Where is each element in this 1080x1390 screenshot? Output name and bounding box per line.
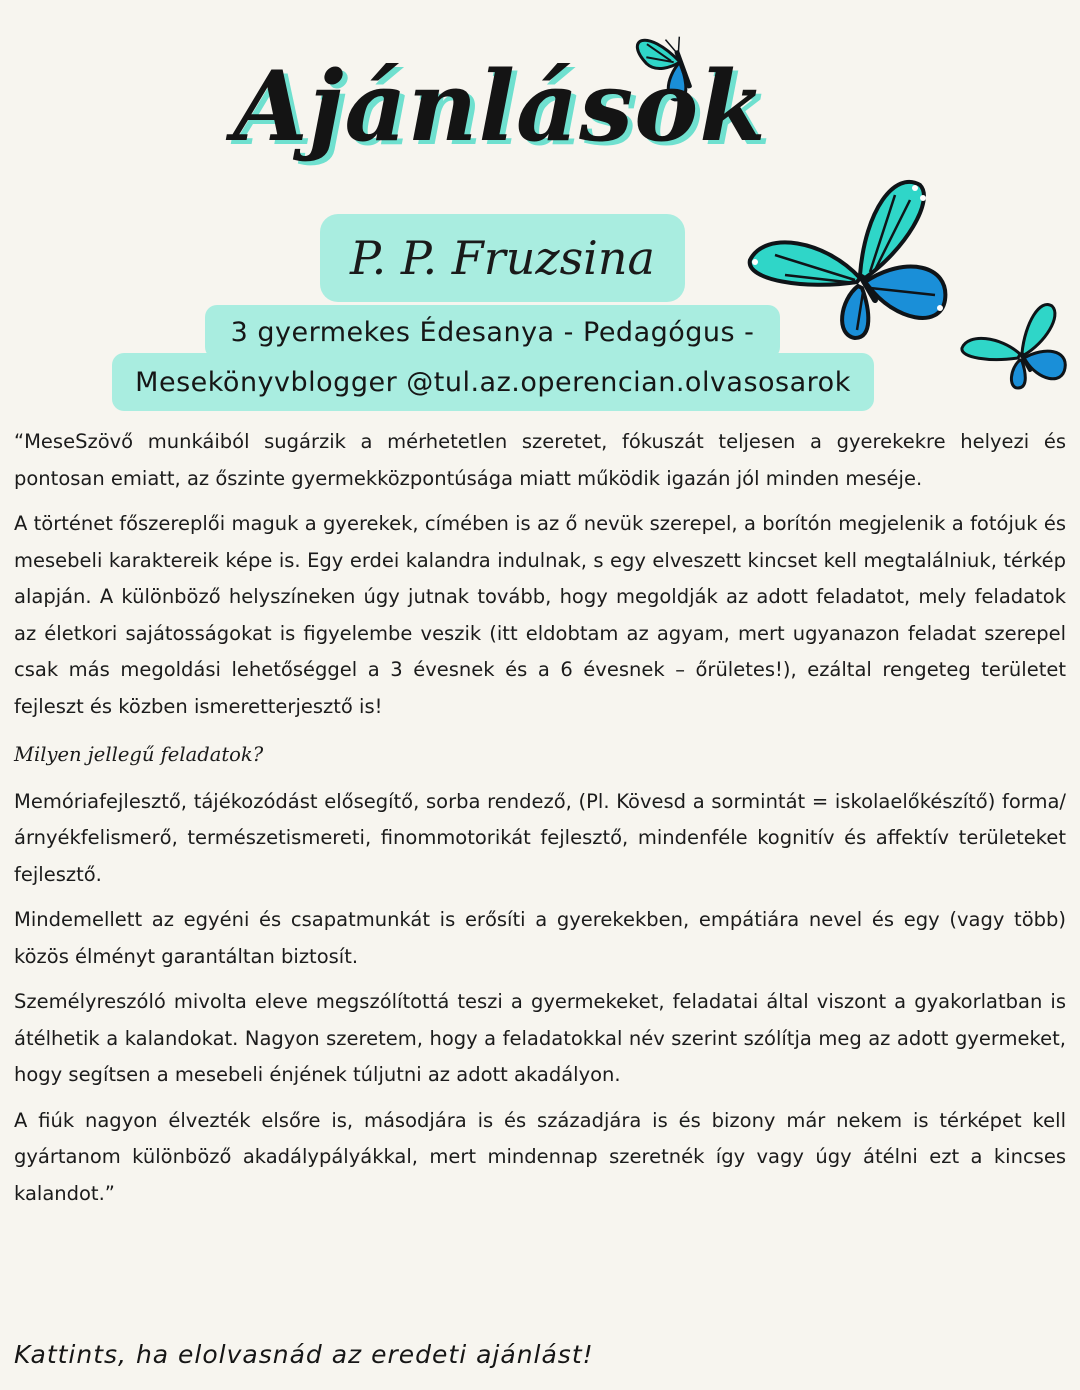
author-subtitle-line1: 3 gyermekes Édesanya - Pedagógus - bbox=[205, 305, 780, 359]
paragraph: Személyreszóló mivolta eleve megszólítottá teszi a gyermekeket, feladatai által viszont a gyakorlatban is átélhetik a kalandokat. Nagyon szeretem, hogy a feladatokkal név szerint szólítja meg az adott gyermeket, hogy segítsen a mesebeli énjének túljutni az adott akadályon. bbox=[14, 990, 1066, 1086]
butterfly-icon bbox=[960, 298, 1070, 393]
read-original-link[interactable]: Kattints, ha elolvasnád az eredeti ajánlást! bbox=[14, 1340, 594, 1369]
recommendation-text bbox=[14, 424, 1066, 1221]
paragraph: Mindemellett az egyéni és csapatmunkát is erősíti a gyerekekben, empátiára nevel és egy (vagy több) közös élményt garantáltan biztosít. bbox=[14, 908, 1066, 968]
paragraph: Memóriafejlesztő, tájékozódást elősegítő, sorba rendező, (Pl. Kövesd a sormintát = iskolaelőkészítő) forma/árnyékfelismerő, természetismereti, finommotorikát fejlesztő, mindenféle kognitív és affektív területeket fejlesztő. bbox=[14, 789, 1066, 886]
page-title: Ajánlások bbox=[233, 50, 767, 163]
author-subtitle-line2: Mesekönyvblogger @tul.az.operencian.olvasosarok bbox=[112, 353, 874, 411]
paragraph: A történet főszereplői maguk a gyerekek, címében is az ő nevük szerepel, a borítón megjelenik a fotójuk és mesebeli karaktereik képe is. Egy erdei kalandra indulnak, s egy elveszett kincset kell megtalálniuk, térkép alapján. A különböző helyszíneken úgy jutnak tovább, hogy megoldják az adott feladatot, mely feladatok az életkori sajátosságokat is figyelembe veszik (itt eldobtam az agyam, mert ugyanazon feladat szerepel csak más megoldási lehetőséggel a 3 évesnek és a 6 évesnek – őrületes!), ezáltal rengeteg területet fejleszt és közben ismeretterjesztő is! bbox=[14, 512, 1066, 718]
section-heading: Milyen jellegű feladatok? bbox=[14, 743, 264, 766]
paragraph: “MeseSzövő munkáiból sugárzik a mérhetetlen szeretet, fókuszát teljesen a gyerekekre helyezi és pontosan emiatt, az őszinte gyermekközpontúsága miatt működik igazán jól minden meséje. bbox=[14, 430, 1066, 490]
author-name: P. P. Fruzsina bbox=[320, 214, 685, 302]
paragraph: A fiúk nagyon élvezték elsőre is, másodjára is és századjára is és bizony már nekem is térképet kell gyártanom különböző akadálypályákkal, mert mindennap szeretnék így vagy úgy átélni ezt a kincses kalandot.” bbox=[14, 1108, 1066, 1205]
